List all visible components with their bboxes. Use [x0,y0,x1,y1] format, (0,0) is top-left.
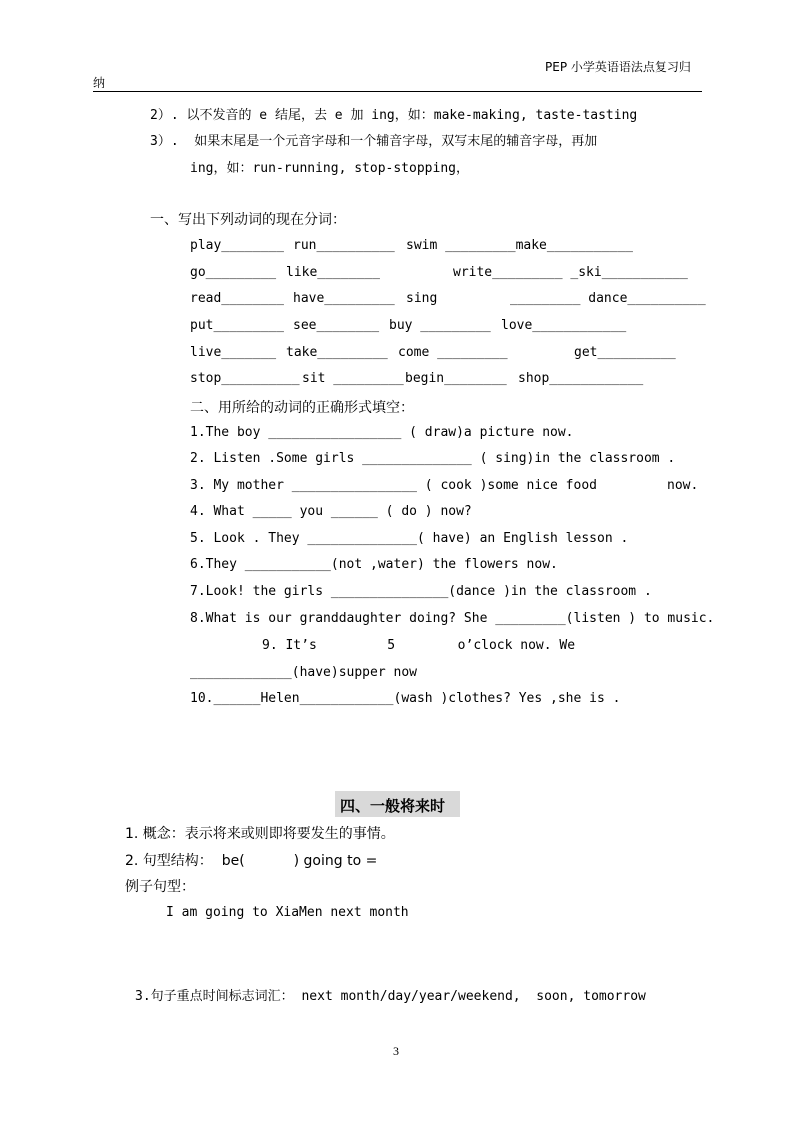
verb-blank: love____________ [501,318,627,333]
exercise-item: 4. What _____ you ______ ( do ) now? [190,504,472,519]
exercise-item-cont: _____________(have)supper now [190,665,417,680]
verb-blank: go_________ [190,265,277,280]
verb-blank: shop____________ [518,371,644,386]
header-continuation: 纳 [93,76,106,90]
verb-blank: have_________ [293,291,395,306]
verb-blank: sit _________ [302,371,404,386]
verb-blank: write_________ _ski___________ [453,265,688,280]
verb-blank: begin________ [405,371,507,386]
section1-title: 一、写出下列动词的现在分词： [150,212,346,228]
section2-title: 二、用所给的动词的正确形式填空： [190,400,414,416]
exercise-item: 7.Look! the girls _______________(dance )in the classroom . [190,584,652,599]
exercise-item: 8.What is our granddaughter doing? She _________(listen ) to music. [190,611,715,626]
verb-blank: run__________ [293,238,395,253]
verb-blank: take_________ [286,345,388,360]
verb-blank: read________ [190,291,284,306]
structure-line: 2. 句型结构： be( ) going to = [125,853,378,869]
exercise-item: 3. My mother ________________ ( cook )some nice food [190,478,597,493]
example-sentence: I am going to XiaMen next month [166,905,409,920]
page-number: 3 [393,1044,399,1058]
verb-blank: see________ [293,318,380,333]
verb-blank: like________ [286,265,380,280]
header-rule [93,91,702,92]
exercise-item: 9. It’s 5 o’clock now. We [262,638,576,653]
exercise-item: 5. Look . They ______________( have) an English lesson . [190,531,629,546]
verb-blank: _________ dance__________ [510,291,706,306]
verb-blank: live_______ [190,345,277,360]
verb-blank: come _________ [398,345,508,360]
verb-blank: put_________ [190,318,284,333]
keywords-line: 3.句子重点时间标志词汇： next month/day/year/weekend, soon, tomorrow [135,989,646,1004]
exercise-item-tail: now. [667,478,699,493]
concept-line: 1. 概念：表示将来或则即将要发生的事情。 [125,826,395,842]
verb-blank: sing [406,291,438,306]
exercise-item: 6.They ___________(not ,water) the flowers now. [190,557,558,572]
verb-blank: get__________ [574,345,676,360]
exercise-item: 10.______Helen____________(wash )clothes? Yes ,she is . [190,691,621,706]
rule-line-2: 2）. 以不发音的 e 结尾，去 e 加 ing，如：make-making, taste-tasting [150,108,638,123]
section4-title: 四、一般将来时 [340,797,446,815]
example-label: 例子句型： [125,879,195,895]
verb-blank: swim _________make___________ [406,238,633,253]
rule-line-3: 3）. 如果末尾是一个元音字母和一个辅音字母，双写末尾的辅音字母，再加 [150,134,598,149]
verb-blank: play________ [190,238,284,253]
exercise-item: 2. Listen .Some girls ______________ ( sing)in the classroom . [190,451,676,466]
verb-blank: buy _________ [389,318,491,333]
exercise-item: 1.The boy _________________ ( draw)a picture now. [190,425,574,440]
rule-line-3-cont: ing，如：run-running, stop-stopping， [190,161,469,176]
header-title: PEP 小学英语语法点复习归 [545,60,691,74]
verb-blank: stop__________ [190,371,300,386]
